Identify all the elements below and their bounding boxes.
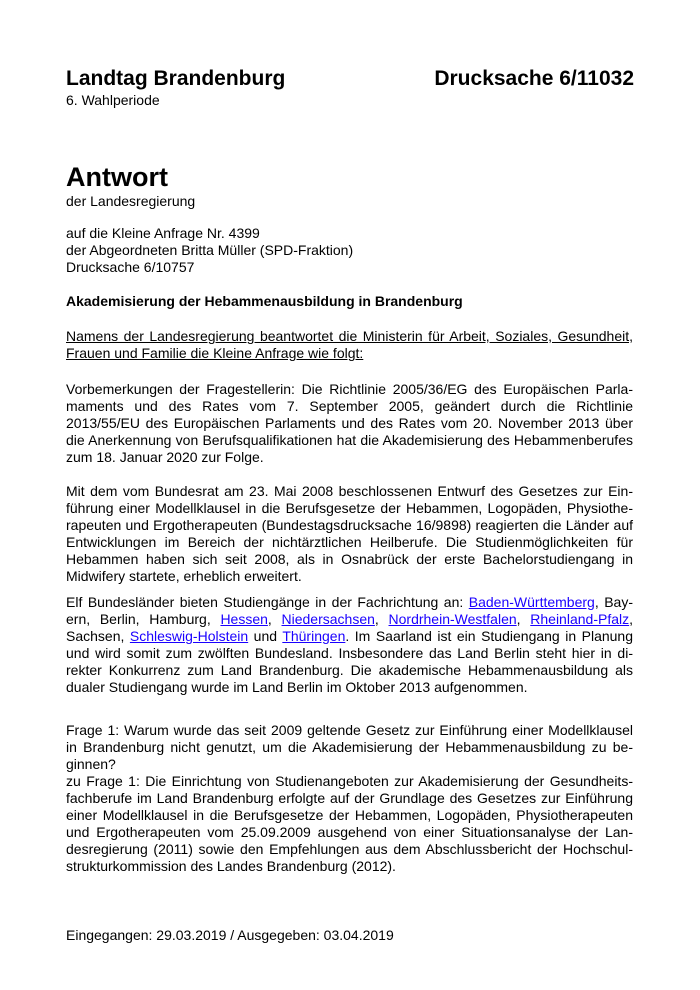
p3-sep: , Sachsen, — [66, 611, 633, 644]
p3-sep: , — [374, 611, 389, 627]
link-schleswig-holstein[interactable]: Schleswig-Holstein — [129, 628, 249, 644]
p3-tail: . Im Saarland ist ein Studiengang in Planung und wird somit zum zwölften Bundesland. Insbesondere das Land Berlin steht hier in direkter Konkurrenz zum Land Brandenburg. Die akademische Hebammenausbildung als dualer Studiengang wurde im Land Berlin im Oktober 2013 aufgenommen. — [66, 628, 634, 695]
paragraph-bundesrat-draft: Mit dem vom Bundesrat am 23. Mai 2008 beschlossenen Entwurf des Gesetzes zur Einführung einer Modellklausel in die Berufsgesetze der Hebammen, Logopäden, Physiotherapeuten und Ergotherapeuten (Bundestagsdrucksache 16/9898) reagierten die Länder auf Entwicklungen im Bereich der nichtärztlichen Heilberufe. Die Studienmöglichkeiten für Hebammen haben sich seit 2008, als in Osnabrück der erste Bachelorstudiengang in Midwifery startete, erheblich erweitert. — [66, 483, 633, 584]
parliament-name: Landtag Brandenburg — [66, 67, 286, 90]
p3-lead: Elf Bundesländer bieten Studiengänge in der Fachrichtung an: — [66, 594, 469, 610]
document-type-title: Antwort — [66, 162, 168, 192]
document-type-subtitle: der Landesregierung — [66, 193, 196, 209]
p3-sep: , — [267, 611, 282, 627]
link-niedersachsen[interactable]: Niedersachsen — [281, 611, 375, 627]
reference-print-number: Drucksache 6/10757 — [66, 259, 195, 275]
link-baden-wuerttemberg[interactable]: Baden-Württemberg — [468, 594, 595, 610]
legislative-period: 6. Wahlperiode — [66, 92, 160, 108]
answer-1: zu Frage 1: Die Einrichtung von Studienangeboten zur Akademisierung der Gesundheitsfachberufe im Land Brandenburg erfolgte auf der Grundlage des Gesetzes zur Einführung einer Modellklausel in die Berufsgesetze der Hebammen, Logopäden, Physiotherapeuten und Ergotherapeuten vom 25.09.2009 ausgehend von einer Situationsanalyse der Landesregierung (2011) sowie den Empfehlungen aus dem Abschlussbericht der Hochschulstrukturkommission des Landes Brandenburg (2012). — [66, 773, 633, 874]
p3-sep: , Bayern, Berlin, Hamburg, — [66, 594, 634, 627]
p3-sep: , — [516, 611, 531, 627]
reference-inquiry-number: auf die Kleine Anfrage Nr. 4399 — [66, 225, 260, 241]
link-hessen[interactable]: Hessen — [220, 611, 268, 627]
question-1: Frage 1: Warum wurde das seit 2009 geltende Gesetz zur Einführung einer Modellklausel in Brandenburg nicht genutzt, um die Akademisierung der Hebammenausbildung zu beginnen? — [66, 722, 633, 772]
link-rheinland-pfalz[interactable]: Rheinland-Pfalz — [530, 611, 630, 627]
link-thueringen[interactable]: Thüringen — [282, 628, 346, 644]
p3-sep: und — [248, 628, 283, 644]
link-nordrhein-westfalen[interactable]: Nordrhein-Westfalen — [388, 611, 517, 627]
document-number: Drucksache 6/11032 — [434, 67, 634, 90]
paragraph-federal-states — [66, 594, 633, 696]
intro-statement: Namens der Landesregierung beantwortet die Ministerin für Arbeit, Soziales, Gesundheit, Frauen und Familie die Kleine Anfrage wie folgt: — [66, 328, 633, 361]
paragraph-preliminary-remarks: Vorbemerkungen der Fragestellerin: Die Richtlinie 2005/36/EG des Europäischen Parlamaments und des Rates vom 7. September 2005, geändert durch die Richtlinie 2013/55/EU des Europäischen Parlaments und des Rates vom 20. November 2013 über die Anerkennung von Berufsqualifikationen hat die Akademisierung des Hebammenberufes zum 18. Januar 2020 zur Folge. — [66, 381, 633, 465]
inquiry-reference — [66, 225, 353, 276]
subject-heading: Akademisierung der Hebammenausbildung in Brandenburg — [66, 293, 463, 309]
receipt-dates: Eingegangen: 29.03.2019 / Ausgegeben: 03.04.2019 — [66, 927, 394, 943]
reference-author: der Abgeordneten Britta Müller (SPD-Fraktion) — [66, 242, 354, 258]
